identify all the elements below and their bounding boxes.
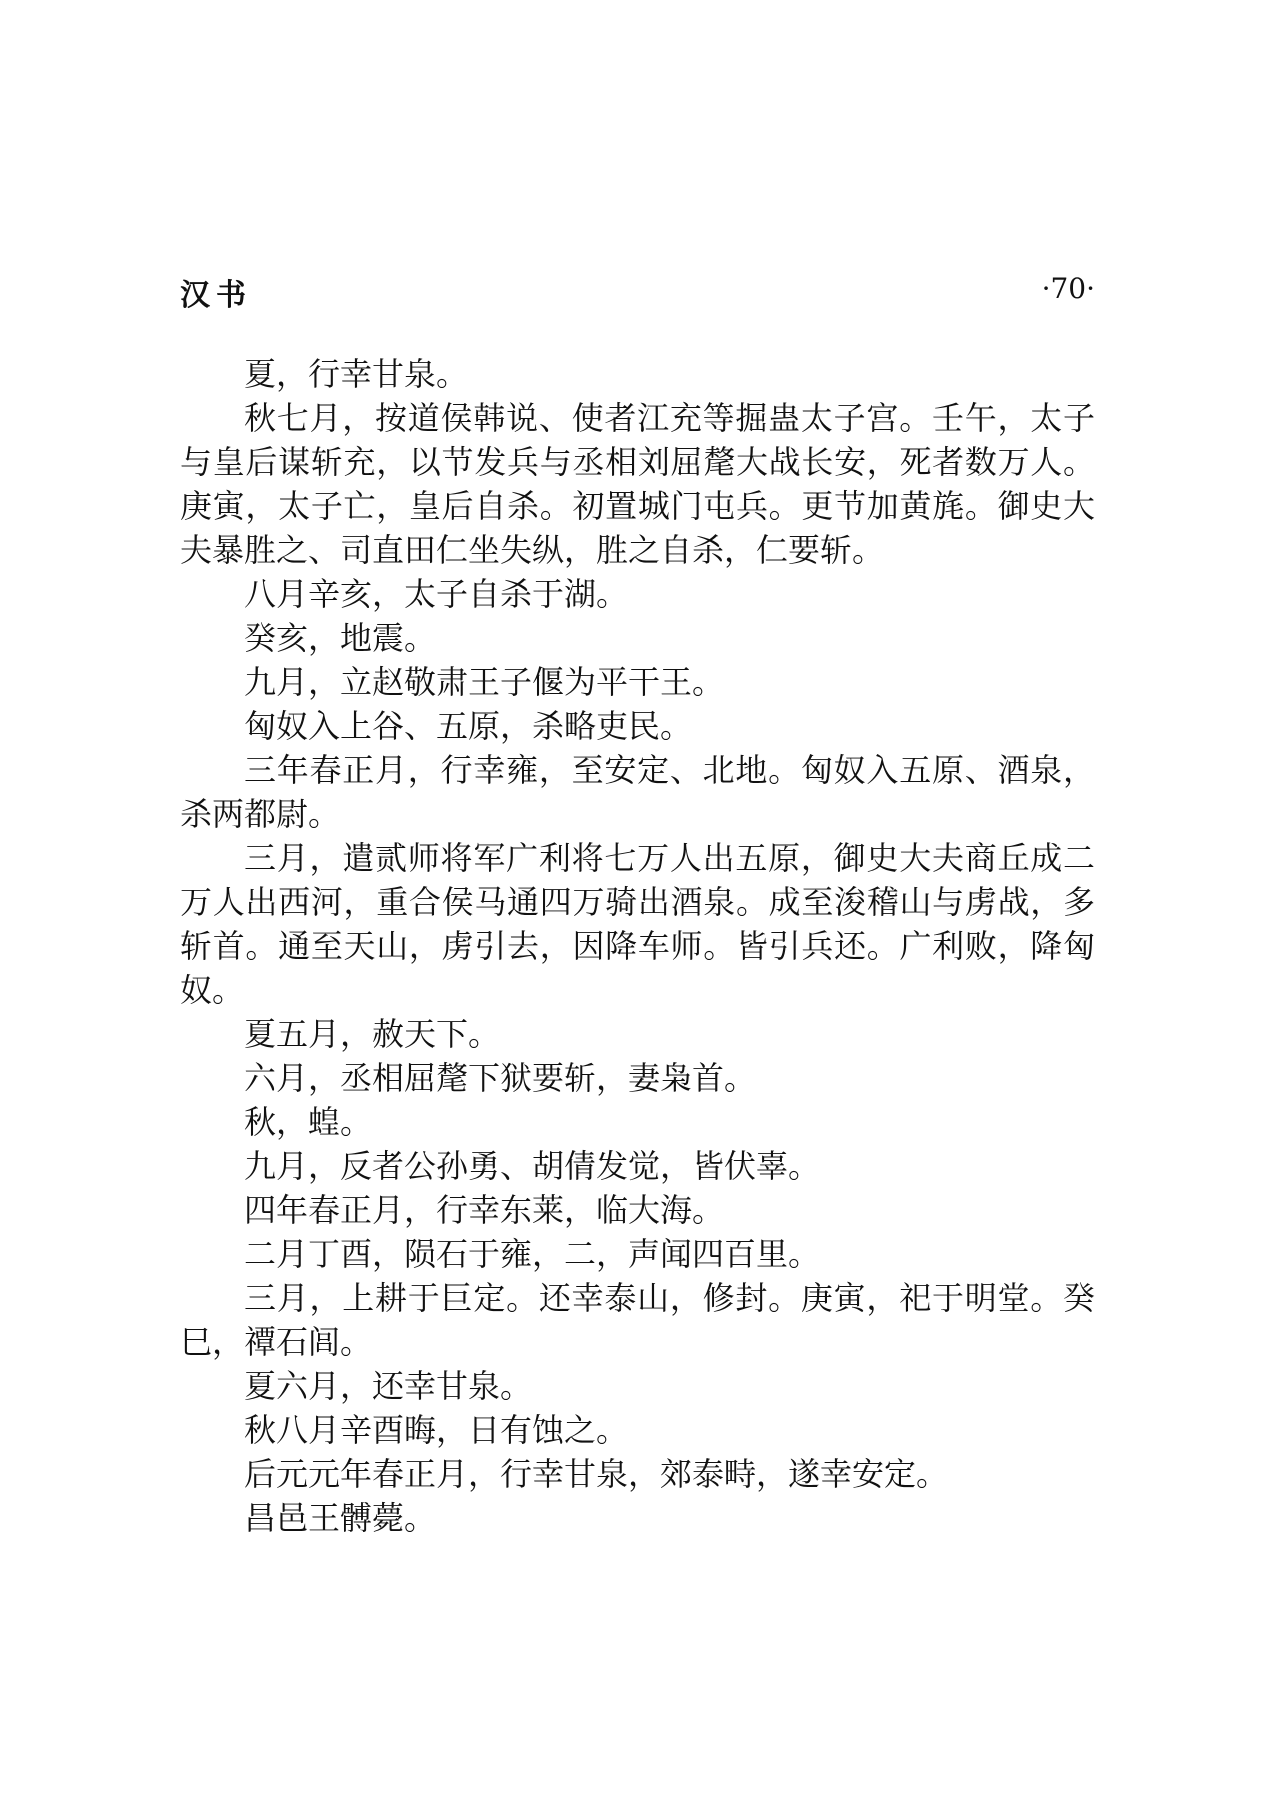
page-number: ·70· — [1041, 272, 1095, 305]
paragraph: 三月，遣贰师将军广利将七万人出五原，御史大夫商丘成二万人出西河，重合侯马通四万骑出酒泉。成至浚稽山与虏战，多斩首。通至天山，虏引去，因降车师。皆引兵还。广利败，降匈奴。 — [180, 839, 1095, 1009]
text-body — [180, 352, 1095, 1540]
paragraph: 后元元年春正月，行幸甘泉，郊泰畤，遂幸安定。 — [244, 1455, 949, 1493]
paragraph: 九月，立赵敬肃王子偃为平干王。 — [244, 663, 725, 701]
paragraph: 癸亥，地震。 — [244, 619, 437, 657]
paragraph: 秋，蝗。 — [244, 1103, 373, 1141]
page-header — [180, 270, 1095, 314]
paragraph: 三年春正月，行幸雍，至安定、北地。匈奴入五原、酒泉，杀两都尉。 — [180, 751, 1095, 833]
paragraph: 四年春正月，行幸东莱，临大海。 — [244, 1191, 725, 1229]
paragraph: 秋七月，按道侯韩说、使者江充等掘蛊太子宫。壬午，太子与皇后谋斩充，以节发兵与丞相刘屈氂大战长安，死者数万人。庚寅，太子亡，皇后自杀。初置城门屯兵。更节加黄旄。御史大夫暴胜之、司直田仁坐失纵，胜之自杀，仁要斩。 — [180, 399, 1095, 569]
paragraph: 夏，行幸甘泉。 — [244, 355, 469, 393]
paragraph: 九月，反者公孙勇、胡倩发觉，皆伏辜。 — [244, 1147, 821, 1185]
paragraph: 匈奴入上谷、五原，杀略吏民。 — [244, 707, 693, 745]
book-title: 汉书 — [180, 278, 252, 313]
paragraph: 秋八月辛酉晦，日有蚀之。 — [244, 1411, 629, 1449]
paragraph: 夏六月，还幸甘泉。 — [244, 1367, 533, 1405]
paragraph: 三月，上耕于巨定。还幸泰山，修封。庚寅，祀于明堂。癸巳，禫石闾。 — [180, 1279, 1095, 1361]
paragraph: 八月辛亥，太子自杀于湖。 — [244, 575, 629, 613]
paragraph: 六月，丞相屈氂下狱要斩，妻枭首。 — [244, 1059, 757, 1097]
paragraph: 夏五月，赦天下。 — [244, 1015, 501, 1053]
paragraph: 二月丁酉，陨石于雍，二，声闻四百里。 — [244, 1235, 821, 1273]
paragraph: 昌邑王髆薨。 — [244, 1499, 437, 1537]
